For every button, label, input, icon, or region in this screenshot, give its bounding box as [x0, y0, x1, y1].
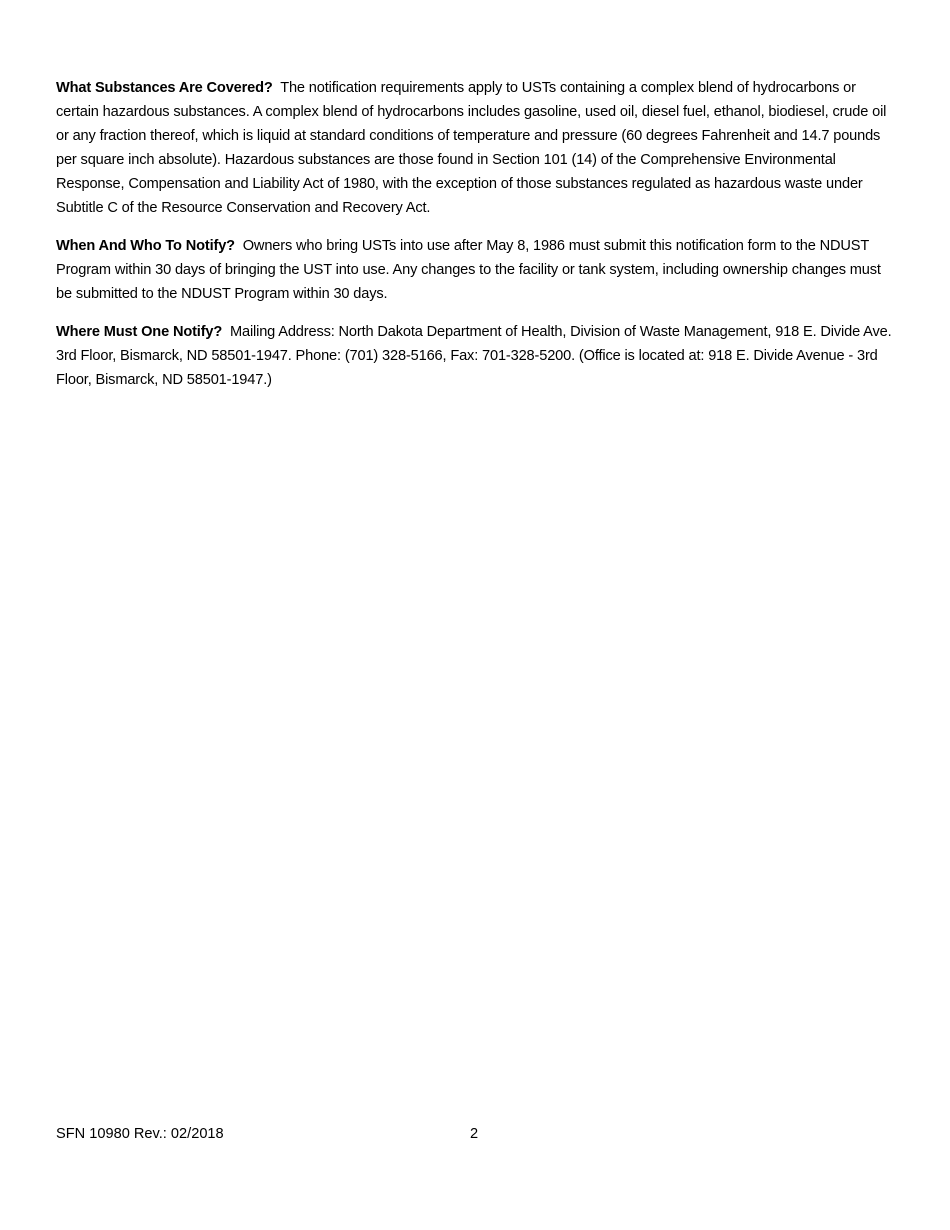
- form-number: SFN 10980 Rev.: 02/2018: [56, 1126, 224, 1142]
- section-text: The notification requirements apply to USTs containing a complex blend of hydrocarbons or certain hazardous substances. A complex blend of hydrocarbons includes gasoline, used oil, diesel fuel, ethanol, biodiesel, crude oil or any fraction thereof, which is liquid at standard conditions of temperature and pressure (60 degrees Fahrenheit and 14.7 pounds per square inch absolute). Hazardous substances are those found in Section 101 (14) of the Comprehensive Environmental Response, Compensation and Liability Act of 1980, with the exception of those substances regulated as hazardous waste under Subtitle C of the Resource Conservation and Recovery Act.: [56, 80, 887, 216]
- section-text: Owners who bring USTs into use after May 8, 1986 must submit this notification form to the NDUST Program within 30 days of bringing the UST into use. Any changes to the facility or tank system, including ownership changes must be submitted to the NDUST Program within 30 days.: [56, 238, 881, 302]
- document-body: [56, 76, 896, 406]
- section-where-notify: [56, 320, 896, 392]
- section-heading: When And Who To Notify?: [56, 238, 235, 254]
- section-substances-covered: [56, 76, 896, 220]
- section-text: Mailing Address: North Dakota Department of Health, Division of Waste Management, 918 E. Divide Ave. 3rd Floor, Bismarck, ND 58501-1947. Phone: (701) 328-5166, Fax: 701-328-5200. (Office is located at: 918 E. Divide Avenue - 3rd Floor, Bismarck, ND 58501-1947.): [56, 324, 892, 388]
- section-heading: Where Must One Notify?: [56, 324, 223, 340]
- section-heading: What Substances Are Covered?: [56, 80, 273, 96]
- section-when-who-notify: [56, 234, 896, 306]
- page-number: 2: [470, 1126, 479, 1142]
